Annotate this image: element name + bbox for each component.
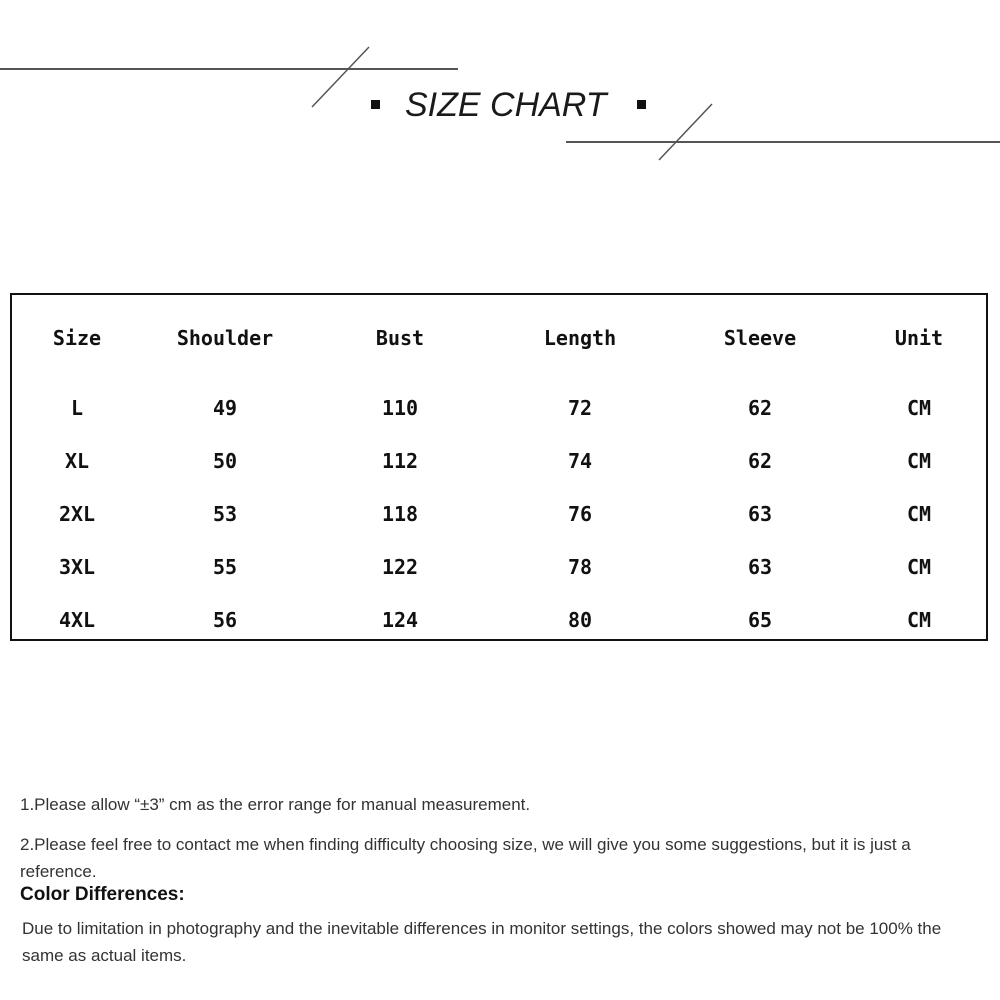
cell-shoulder: 49 <box>212 395 238 420</box>
column-header-shoulder: Shoulder <box>176 326 274 350</box>
top-left-slash <box>312 47 369 107</box>
cell-unit: CM <box>906 501 932 526</box>
cell-bust: 124 <box>381 607 419 632</box>
column-header-bust: Bust <box>375 326 425 350</box>
note-contact-seller: 2.Please feel free to contact me when finding difficulty choosing size, we will give you some suggestions, but it is just a reference. <box>20 835 911 881</box>
table-row <box>12 593 986 646</box>
cell-sleeve: 62 <box>747 448 773 473</box>
cell-size: 3XL <box>58 554 96 579</box>
title-bullet-left <box>371 100 380 109</box>
cell-shoulder: 50 <box>212 448 238 473</box>
color-differences-text: Due to limitation in photography and the inevitable differences in monitor settings, the colors showed may not be 100% the same as actual items. <box>22 919 942 965</box>
note-measurement-error: 1.Please allow “±3” cm as the error range for manual measurement. <box>20 795 531 814</box>
cell-unit: CM <box>906 395 932 420</box>
size-chart-table <box>12 295 986 646</box>
column-header-unit: Unit <box>894 326 944 350</box>
cell-bust: 112 <box>381 448 419 473</box>
cell-unit: CM <box>906 607 932 632</box>
column-header-length: Length <box>543 326 617 350</box>
cell-length: 72 <box>567 395 593 420</box>
table-row <box>12 381 986 434</box>
cell-size: 4XL <box>58 607 96 632</box>
cell-unit: CM <box>906 554 932 579</box>
cell-sleeve: 62 <box>747 395 773 420</box>
cell-length: 78 <box>567 554 593 579</box>
cell-unit: CM <box>906 448 932 473</box>
cell-bust: 110 <box>381 395 419 420</box>
bottom-right-slash <box>659 104 712 160</box>
cell-bust: 122 <box>381 554 419 579</box>
cell-shoulder: 55 <box>212 554 238 579</box>
size-chart-table-frame <box>10 293 988 641</box>
title-bullet-right <box>637 100 646 109</box>
cell-size: 2XL <box>58 501 96 526</box>
column-header-size: Size <box>52 326 102 350</box>
cell-size: L <box>70 395 84 420</box>
cell-sleeve: 63 <box>747 501 773 526</box>
column-header-sleeve: Sleeve <box>723 326 797 350</box>
cell-size: XL <box>64 448 90 473</box>
cell-length: 80 <box>567 607 593 632</box>
cell-shoulder: 53 <box>212 501 238 526</box>
cell-bust: 118 <box>381 501 419 526</box>
cell-shoulder: 56 <box>212 607 238 632</box>
table-row <box>12 434 986 487</box>
page-title: SIZE CHART <box>405 86 607 124</box>
cell-sleeve: 65 <box>747 607 773 632</box>
table-row <box>12 540 986 593</box>
cell-sleeve: 63 <box>747 554 773 579</box>
table-header-row <box>12 295 986 381</box>
table-row <box>12 487 986 540</box>
cell-length: 76 <box>567 501 593 526</box>
cell-length: 74 <box>567 448 593 473</box>
color-differences-heading: Color Differences: <box>20 884 185 905</box>
